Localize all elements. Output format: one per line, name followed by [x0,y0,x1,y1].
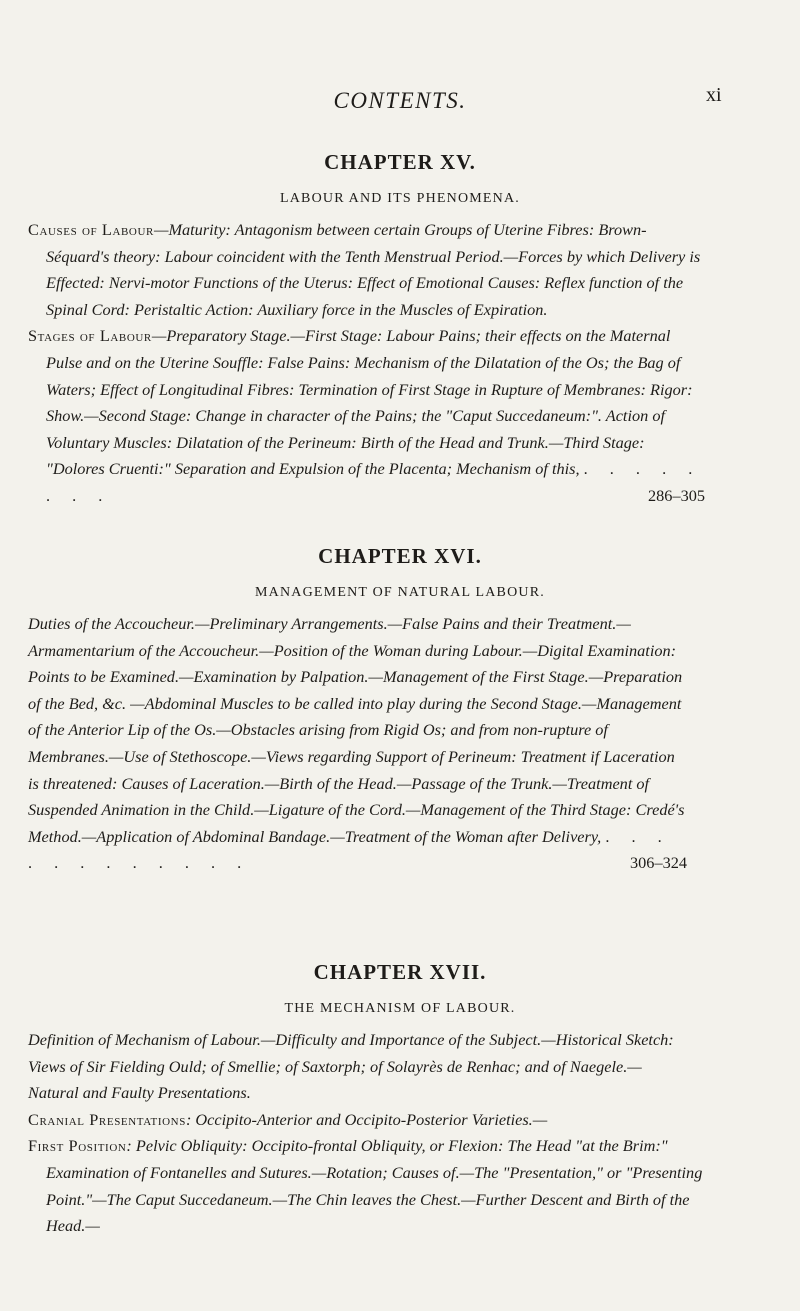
entry-lead: Stages of Labour [28,326,152,346]
page-range: 306–324 [630,853,687,873]
entry-text: Definition of Mechanism of Labour.—Difficulty and Importance of the Subject.—Historical Sketch: Views of Sir Fielding Ould; of Smellie; of Saxtorph; of Solayrès de Renhac; and of Naegele.—Natural and Faulty Presentations. [28,1030,674,1103]
contents-entries [0,217,800,510]
contents-entry [0,323,704,509]
entry-text: : Pelvic Obliquity: Occipito-frontal Obliquity, or Flexion: The Head "at the Brim:" Examination of Fontanelles and Sutures.—Rotation; Causes of.—The "Presentation," or "Presenting Point."—The Caput Succedaneum.—The Chin leaves the Chest.—Further Descent and Birth of the Head.— [46,1136,703,1236]
contents-entries [0,611,800,877]
page-number: xi [706,84,722,106]
entry-text: —Preparatory Stage.—First Stage: Labour Pains; their effects on the Maternal Pulse and on the Uterine Souffle: False Pains: Mechanism of the Dilatation of the Os; the Bag of Waters; Effect of Longitudinal Fibres: Termination of First Stage in Rupture of Membranes: Rigor: Show.—Second Stage: Change in character of the Pains; the "Caput Succedaneum:". Action of Voluntary Muscles: Dilatation of the Perineum: Birth of the Head and Trunk.—Third Stage: "Dolores Cruenti:" Separation and Expulsion of the Placenta; Mechanism of this, [46,326,693,479]
contents-entry [0,611,686,877]
chapter-heading: CHAPTER XV. [324,150,476,174]
chapter-heading: CHAPTER XVII. [313,960,487,984]
entry-text: —Maturity: Antagonism between certain Groups of Uterine Fibres: Brown-Séquard's theory: Labour coincident with the Tenth Menstrual Period.—Forces by which Delivery is Effected: Nervi-motor Functions of the Uterus: Effect of Emotional Causes: Reflex function of the Spinal Cord: Peristaltic Action: Auxiliary force in the Muscles of Expiration. [46,220,701,319]
chapter-xvii [0,960,800,1240]
entry-lead: First Position [28,1136,127,1156]
page-range: 286–305 [648,485,705,505]
contents-entry [0,217,704,323]
entry-text: : Occipito-Anterior and Occipito-Posterior Varieties.— [185,1109,548,1129]
leader-dots: . . . . . . . . . . . . [28,826,671,873]
entry-lead: Causes of Labour [28,220,154,239]
leader-dots: . . . . . . . . [46,459,702,505]
chapter-subtitle: THE MECHANISM OF LABOUR. [284,1001,516,1016]
contents-entry [0,1107,704,1134]
entry-text: Duties of the Accoucheur.—Preliminary Arrangements.—False Pains and their Treatment.—Armamentarium of the Accoucheur.—Position of the Woman during Labour.—Digital Examination: Points to be Examined.—Examination by Palpation.—Management of the First Stage.—Preparation of the Bed, &c. —Abdominal Muscles to be called into play during the Second Stage.—Management of the Anterior Lip of the Os.—Obstacles arising from Rigid Os; and from non-rupture of Membranes.—Use of Stethoscope.—Views regarding Support of Perineum: Treatment if Laceration is threatened: Causes of Laceration.—Birth of the Head.—Passage of the Trunk.—Treatment of Suspended Animation in the Child.—Ligature of the Cord.—Management of the Third Stage: Credé's Method.—Application of Abdominal Bandage.—Treatment of the Woman after Delivery, [28,614,685,846]
chapter-subtitle: LABOUR AND ITS PHENOMENA. [279,191,520,206]
entry-lead: Cranial Presentations [28,1109,186,1129]
contents-entry [0,1133,704,1239]
contents-entry [0,1027,686,1107]
chapter-heading: CHAPTER XVI. [318,544,482,568]
chapter-xv [0,150,800,510]
chapter-xvi [0,544,800,877]
running-title: CONTENTS. [333,88,467,113]
contents-entries [0,1027,800,1240]
chapter-subtitle: MANAGEMENT OF NATURAL LABOUR. [255,585,545,600]
